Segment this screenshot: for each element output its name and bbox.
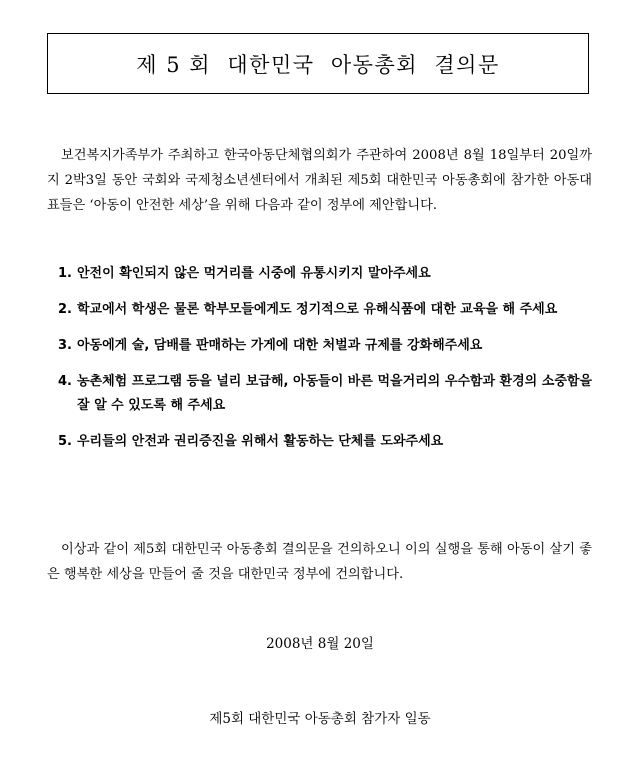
resolution-item-3 [58, 334, 592, 358]
closing-paragraph [47, 537, 592, 587]
closing-text: 이상과 같이 제5회 대한민국 아동총회 결의문을 건의하오니 이의 실행을 통해 아동이 살기 좋은 행복한 세상을 만들어 줄 것을 대한민국 정부에 건의합니다. [47, 542, 592, 582]
title-box [47, 33, 589, 94]
resolution-text: 농촌체험 프로그램 등을 널리 보급해, 아동들이 바른 먹을거리의 우수함과 환경의 소중함을 잘 알 수 있도록 해 주세요 [77, 374, 592, 413]
resolution-number: 3. [58, 338, 72, 353]
resolution-item-2 [58, 298, 592, 322]
resolution-text: 아동에게 술, 담배를 판매하는 가게에 대한 처벌과 규제를 강화해주세요 [77, 338, 483, 353]
intro-text: 보건복지가족부가 주최하고 한국아동단체협의회가 주관하여 2008년 8월 18일부터 20일까지 2박3일 동안 국회와 국제청소년센터에서 개최된 제5회 대한민국 아동총회에 참가한 아동대표들은 ‘아동이 안전한 세상’을 위해 다음과 같이 정부에 제안합니다. [47, 148, 592, 213]
resolution-number: 4. [58, 374, 72, 389]
resolution-number: 5. [58, 434, 72, 449]
resolution-item-4 [58, 370, 592, 418]
resolution-number: 1. [58, 266, 72, 281]
resolution-item-1 [58, 262, 592, 286]
resolution-item-5 [58, 430, 592, 454]
resolution-text: 학교에서 학생은 물론 학부모들에게도 정기적으로 유해식품에 대한 교육을 해 주세요 [77, 302, 558, 317]
resolution-list [58, 262, 592, 466]
resolution-text: 우리들의 안전과 권리증진을 위해서 활동하는 단체를 도와주세요 [77, 434, 444, 449]
document-date: 2008년 8월 20일 [266, 636, 374, 652]
intro-paragraph [47, 143, 592, 218]
resolution-number: 2. [58, 302, 72, 317]
document-title: 제 5 회 대한민국 아동총회 결의문 [136, 52, 500, 77]
resolution-text: 안전이 확인되지 않은 먹거리를 시중에 유통시키지 말아주세요 [77, 266, 431, 281]
signature-line: 제5회 대한민국 아동총회 참가자 일동 [209, 711, 431, 727]
